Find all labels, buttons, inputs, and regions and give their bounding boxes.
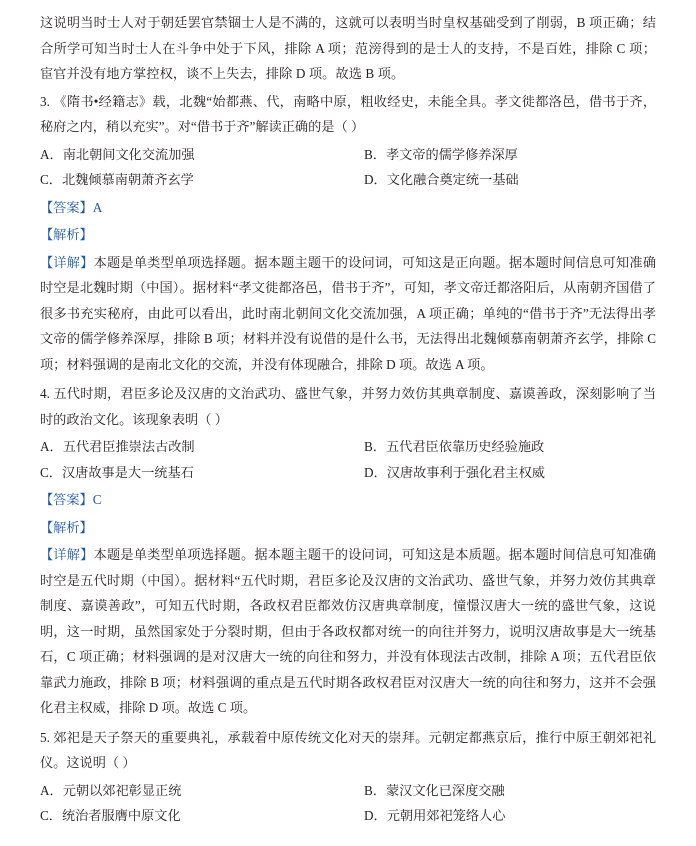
question-text: 郊祀是天子祭天的重要典礼，承载着中原传统文化对天的崇拜。元朝定都燕京后，推行中原王朝郊祀礼仪。这说明（ ） (40, 729, 657, 770)
answer-value: A (92, 199, 103, 215)
detail-label: 【详解】 (40, 547, 94, 562)
detail-text: 本题是单类型单项选择题。据本题主题干的设问词，可知这是正向题。据本题时间信息可知准确时空是北魏时期（中国）。据材料“孝文徙都洛邑，借书于齐”，可知，孝文帝迁都洛阳后，从南朝齐国借了很多书充实秘府，由此可以看出，此时南北朝间文化交流加强，A 项正确；单纯的“借书于齐”无法得出孝文帝的儒学修养深厚，排除 B 项；材料并没有说借的是什么书，无法得出北魏倾慕南朝萧齐玄学，排除 C 项；材料强调的是南北文化的交流，并没有体现融合，排除 D 项。故选 A 项。 (40, 254, 657, 372)
option-c[interactable]: C．汉唐故事是大一统基石 (40, 464, 194, 480)
question-stem (40, 381, 656, 432)
question-stem (40, 89, 656, 140)
question-stem (40, 725, 656, 776)
option-row (40, 803, 656, 829)
option-list (40, 142, 656, 193)
option-row (40, 460, 656, 486)
answer-label: 【答案】 (40, 199, 93, 215)
question-text: 五代时期，君臣多论及汉唐的文治武功、盛世气象，并努力效仿其典章制度、嘉谟善政，深刻影响了当时的政治文化。该现象表明（ ） (40, 386, 657, 427)
detail-text: 本题是单类型单项选择题。据本题主题干的设问词，可知这是本质题。据本题时间信息可知准确时空是五代时期（中国）。据材料“五代时期，君臣多论及汉唐的文治武功、盛世气象，并努力效仿其典章制度、嘉谟善政”，可知五代时期，各政权君臣都效仿汉唐典章制度，憧憬汉唐大一统的盛世气象，这说明，这一时期，虽然国家处于分裂时期，但由于各政权都对统一的向往并努力，说明汉唐故事是大一统基石，C 项正确；材料强调的是对汉唐大一统的向往和努力，并没有体现法古改制，排除 A 项；五代君臣依靠武力施政，排除 B 项；材料强调的重点是五代时期各政权君臣对汉唐大一统的向往和努力，这并不会强化君主权威，排除 D 项。故选 C 项。 (40, 547, 657, 715)
question-block-5 (40, 725, 656, 829)
option-b[interactable]: B．五代君臣依靠历史经验施政 (364, 439, 545, 454)
answer-line (40, 487, 656, 513)
option-row (40, 142, 656, 168)
question-number: 4. (40, 386, 50, 401)
analysis-label: 【解析】 (40, 227, 93, 242)
option-row (40, 167, 656, 193)
option-a[interactable]: A．南北朝间文化交流加强 (40, 146, 195, 162)
answer-value: C (92, 492, 102, 507)
option-d[interactable]: D．文化融合奠定统一基础 (364, 172, 519, 187)
option-list (40, 434, 656, 485)
answer-line (40, 195, 656, 221)
intro-paragraph: 这说明当时士人对于朝廷罢官禁锢士人是不满的，这就可以表明当时皇权基础受到了削弱，B 项正确；结合所学可知当时士人在斗争中处于下风，排除 A 项；范滂得到的是士人的支持，不是百姓，排除 C 项；宦官并没有地方掌控权，谈不上失去，排除 D 项。故选 B 项。 (40, 15, 656, 81)
question-text: 《隋书•经籍志》载，北魏“始都燕、代，南略中原，粗收经史，未能全具。孝文徙都洛邑，借书于齐，秘府之内，稍以充实”。对“借书于齐”解读正确的是（ ） (40, 93, 657, 134)
option-d[interactable]: D．汉唐故事利于强化君主权威 (364, 464, 545, 480)
analysis-label: 【解析】 (40, 519, 93, 535)
option-d[interactable]: D．元朝用郊祀笼络人心 (364, 808, 506, 823)
question-number: 3. (40, 93, 50, 109)
detail-paragraph (40, 542, 656, 721)
option-b[interactable]: B．孝文帝的儒学修养深厚 (364, 146, 518, 162)
question-number: 5. (40, 729, 50, 745)
answer-label: 【答案】 (40, 492, 93, 507)
detail-paragraph (40, 250, 656, 378)
option-row (40, 778, 656, 804)
option-list (40, 778, 656, 829)
option-a[interactable]: A．五代君臣推崇法古改制 (40, 439, 195, 454)
option-b[interactable]: B．蒙汉文化已深度交融 (364, 782, 505, 798)
option-row (40, 434, 656, 460)
option-a[interactable]: A．元朝以郊祀彰显正统 (40, 782, 182, 798)
detail-label: 【详解】 (40, 254, 94, 270)
option-c[interactable]: C．北魏倾慕南朝萧齐玄学 (40, 172, 194, 187)
option-c[interactable]: C．统治者服膺中原文化 (40, 808, 181, 823)
question-block-4 (40, 381, 656, 721)
question-block-3 (40, 89, 656, 378)
